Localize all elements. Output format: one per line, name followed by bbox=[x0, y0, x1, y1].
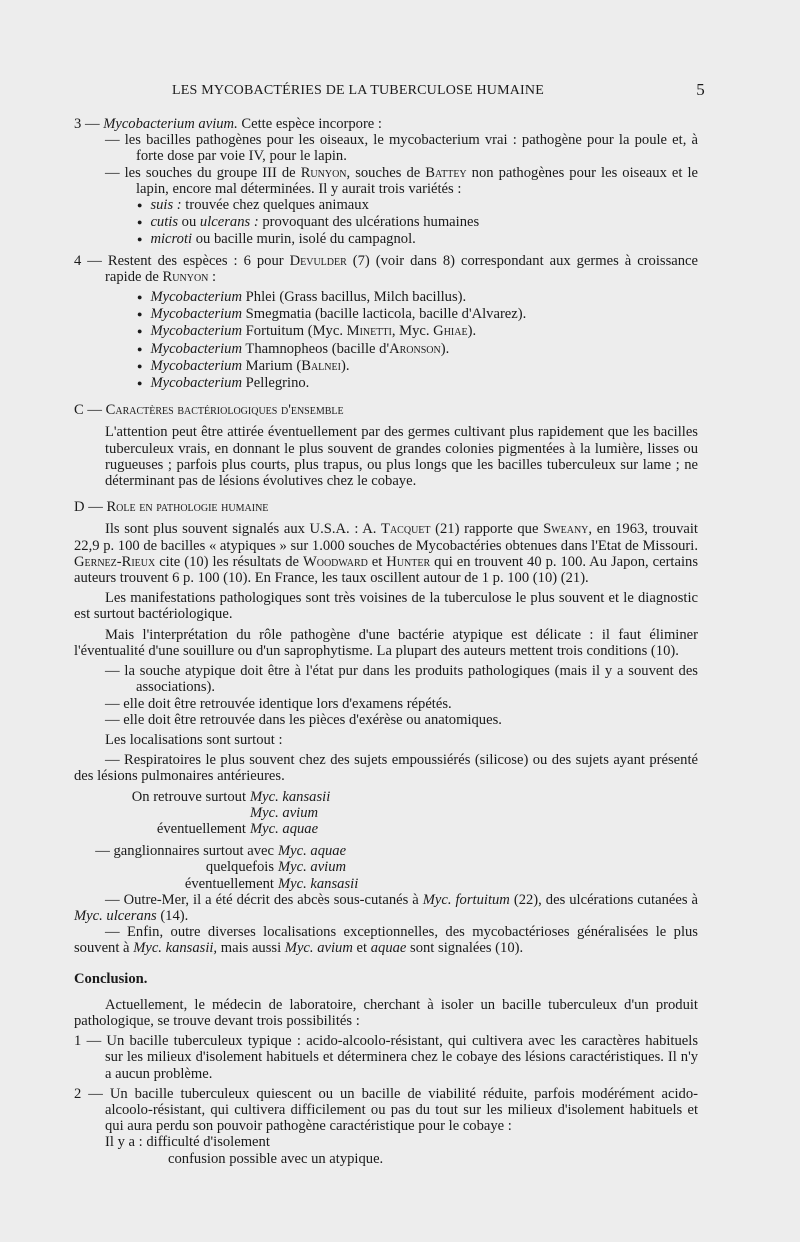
enfin-paragraph: — Enfin, outre diverses localisations exceptionnelles, des mycobactérioses généralisées le plus souvent à Myc. kansasii, mais aussi Myc. avium et aquae sont signalées (10). bbox=[74, 924, 698, 957]
species-item: ● Mycobacterium Thamnopheos (bacille d'Aronson). bbox=[74, 341, 698, 358]
list-row: éventuellement Myc. kansasii bbox=[184, 875, 359, 892]
condition-2: — elle doit être retrouvée identique lors d'examens répétés. bbox=[105, 695, 452, 712]
variety-suis: ● suis : trouvée chez quelques animaux bbox=[74, 197, 698, 214]
localisations-intro: Les localisations sont surtout : bbox=[105, 731, 283, 748]
list-row: Myc. avium bbox=[250, 804, 319, 821]
list-row: quelquefois Myc. avium bbox=[205, 859, 347, 876]
outre-mer-paragraph: — Outre-Mer, il a été décrit des abcès sous-cutanés à Myc. fortuitum (22), des ulcérations cutanées à Myc. ulcerans (14). bbox=[74, 891, 698, 924]
species-item: ● Mycobacterium Marium (Balnei). bbox=[74, 358, 698, 375]
possibility-1: 1 — Un bacille tuberculeux typique : acido-alcoolo-résistant, qui cultivera avec les caractères habituels sur les milieux d'isolement habituels et déterminera chez le cobaye des lésions caractéristiques. Il n'y a aucun problème. bbox=[74, 1033, 698, 1082]
section-4-heading: 4 — Restent des espèces : 6 pour Devulder (7) (voir dans 8) correspondant aux germes à croissance rapide de Runyon : bbox=[74, 252, 698, 285]
section-d-paragraph-1: Ils sont plus souvent signalés aux U.S.A. : A. Tacquet (21) rapporte que Sweany, en 1963, trouvait 22,9 p. 100 de bacilles « atypiques » sur 1.000 souches de Mycobactéries obtenues dans l'Etat de Missouri. Gernez-Rieux cite (10) les résultats de Woodward et Hunter qui en trouvent 40 p. 100. Au Japon, certains auteurs trouvent 6 p. 100 (10). En France, les taux oscillent autour de 1 p. 100 (10) (21). bbox=[74, 521, 698, 587]
variety-microti: ● microti ou bacille murin, isolé du campagnol. bbox=[74, 231, 698, 248]
condition-3: — elle doit être retrouvée dans les pièces d'exérèse ou anatomiques. bbox=[105, 711, 502, 728]
section-c-heading: C — Caractères bactériologiques d'ensemble bbox=[74, 402, 344, 419]
species-item: ● Mycobacterium Phlei (Grass bacillus, Milch bacillus). bbox=[74, 289, 698, 306]
ganglion-species-list bbox=[74, 843, 698, 892]
isolation-difficulty: Il y a : difficulté d'isolement bbox=[105, 1134, 270, 1151]
section-d-paragraph-3: Mais l'interprétation du rôle pathogène d'une bactérie atypique est délicate : il faut éliminer l'éventualité d'une souillure ou d'un saprophytisme. La plupart des auteurs mettent trois conditions (10). bbox=[74, 626, 698, 659]
main-text bbox=[74, 116, 698, 1167]
section-3-dash-2: — les souches du groupe III de Runyon, souches de Battey non pathogènes pour les oiseaux et le lapin, encore mal déterminées. Il y aurait trois variétés : bbox=[105, 164, 698, 197]
species-item: ● Mycobacterium Pellegrino. bbox=[74, 375, 698, 392]
species-list bbox=[74, 289, 698, 392]
variety-cutis: ● cutis ou ulcerans : provoquant des ulcérations humaines bbox=[74, 214, 698, 231]
species-item: ● Mycobacterium Smegmatia (bacille lacticola, bacille d'Alvarez). bbox=[74, 306, 698, 323]
page-number: 5 bbox=[696, 80, 705, 99]
conclusion-paragraph: Actuellement, le médecin de laboratoire, cherchant à isoler un bacille tuberculeux d'un produit pathologique, se trouve devant trois possibilités : bbox=[74, 996, 698, 1029]
respiratory-paragraph: — Respiratoires le plus souvent chez des sujets empoussiérés (silicose) ou des sujets ayant présenté des lésions pulmonaires antérieures. bbox=[74, 752, 698, 785]
section-3-dash-1: — les bacilles pathogènes pour les oiseaux, le mycobacterium vrai : pathogène pour la poule et, à forte dose par voie IV, pour le lapin. bbox=[105, 132, 698, 165]
section-c-paragraph: L'attention peut être attirée éventuellement par des germes cultivant plus rapidement que les bacilles tuberculeux vrais, en donnant le plus souvent de grandes colonies pigmentées à la lumière, lisses ou rugueuses ; parfois plus courts, plus trapus, ou plus longs que les bacilles tuberculeux sur lame ; ne déterminant pas de lésions évolutives chez le cobaye. bbox=[105, 424, 698, 490]
section-3-heading: 3 — Mycobacterium avium. Cette espèce incorpore : bbox=[74, 116, 382, 132]
section-d-paragraph-2: Les manifestations pathologiques sont très voisines de la tuberculose le plus souvent et le diagnostic est surtout bactériologique. bbox=[74, 590, 698, 623]
list-row: — ganglionnaires surtout avec Myc. aquae bbox=[95, 843, 347, 860]
list-row: éventuellement Myc. aquae bbox=[156, 820, 319, 837]
conclusion-heading: Conclusion. bbox=[74, 970, 148, 987]
confusion-note: confusion possible avec un atypique. bbox=[168, 1150, 384, 1167]
possibility-2: 2 — Un bacille tuberculeux quiescent ou un bacille de viabilité réduite, parfois modérément acido-alcoolo-résistant, qui cultivera difficilement ou pas du tout sur les milieux d'isolement habituels et qui aura perdu son pouvoir pathogène caractéristique pour le cobaye : bbox=[74, 1085, 698, 1135]
condition-1: — la souche atypique doit être à l'état pur dans les produits pathologiques (mais il y a souvent des associations). bbox=[105, 663, 698, 696]
list-row: On retrouve surtout Myc. kansasii bbox=[131, 788, 331, 805]
respiratory-species-list bbox=[74, 789, 698, 838]
running-header bbox=[172, 80, 705, 99]
species-item: ● Mycobacterium Fortuitum (Myc. Minetti, Myc. Ghiae). bbox=[74, 323, 698, 340]
section-d-heading: D — Role en pathologie humaine bbox=[74, 499, 269, 516]
running-title: LES MYCOBACTÉRIES DE LA TUBERCULOSE HUMAINE bbox=[172, 83, 544, 98]
